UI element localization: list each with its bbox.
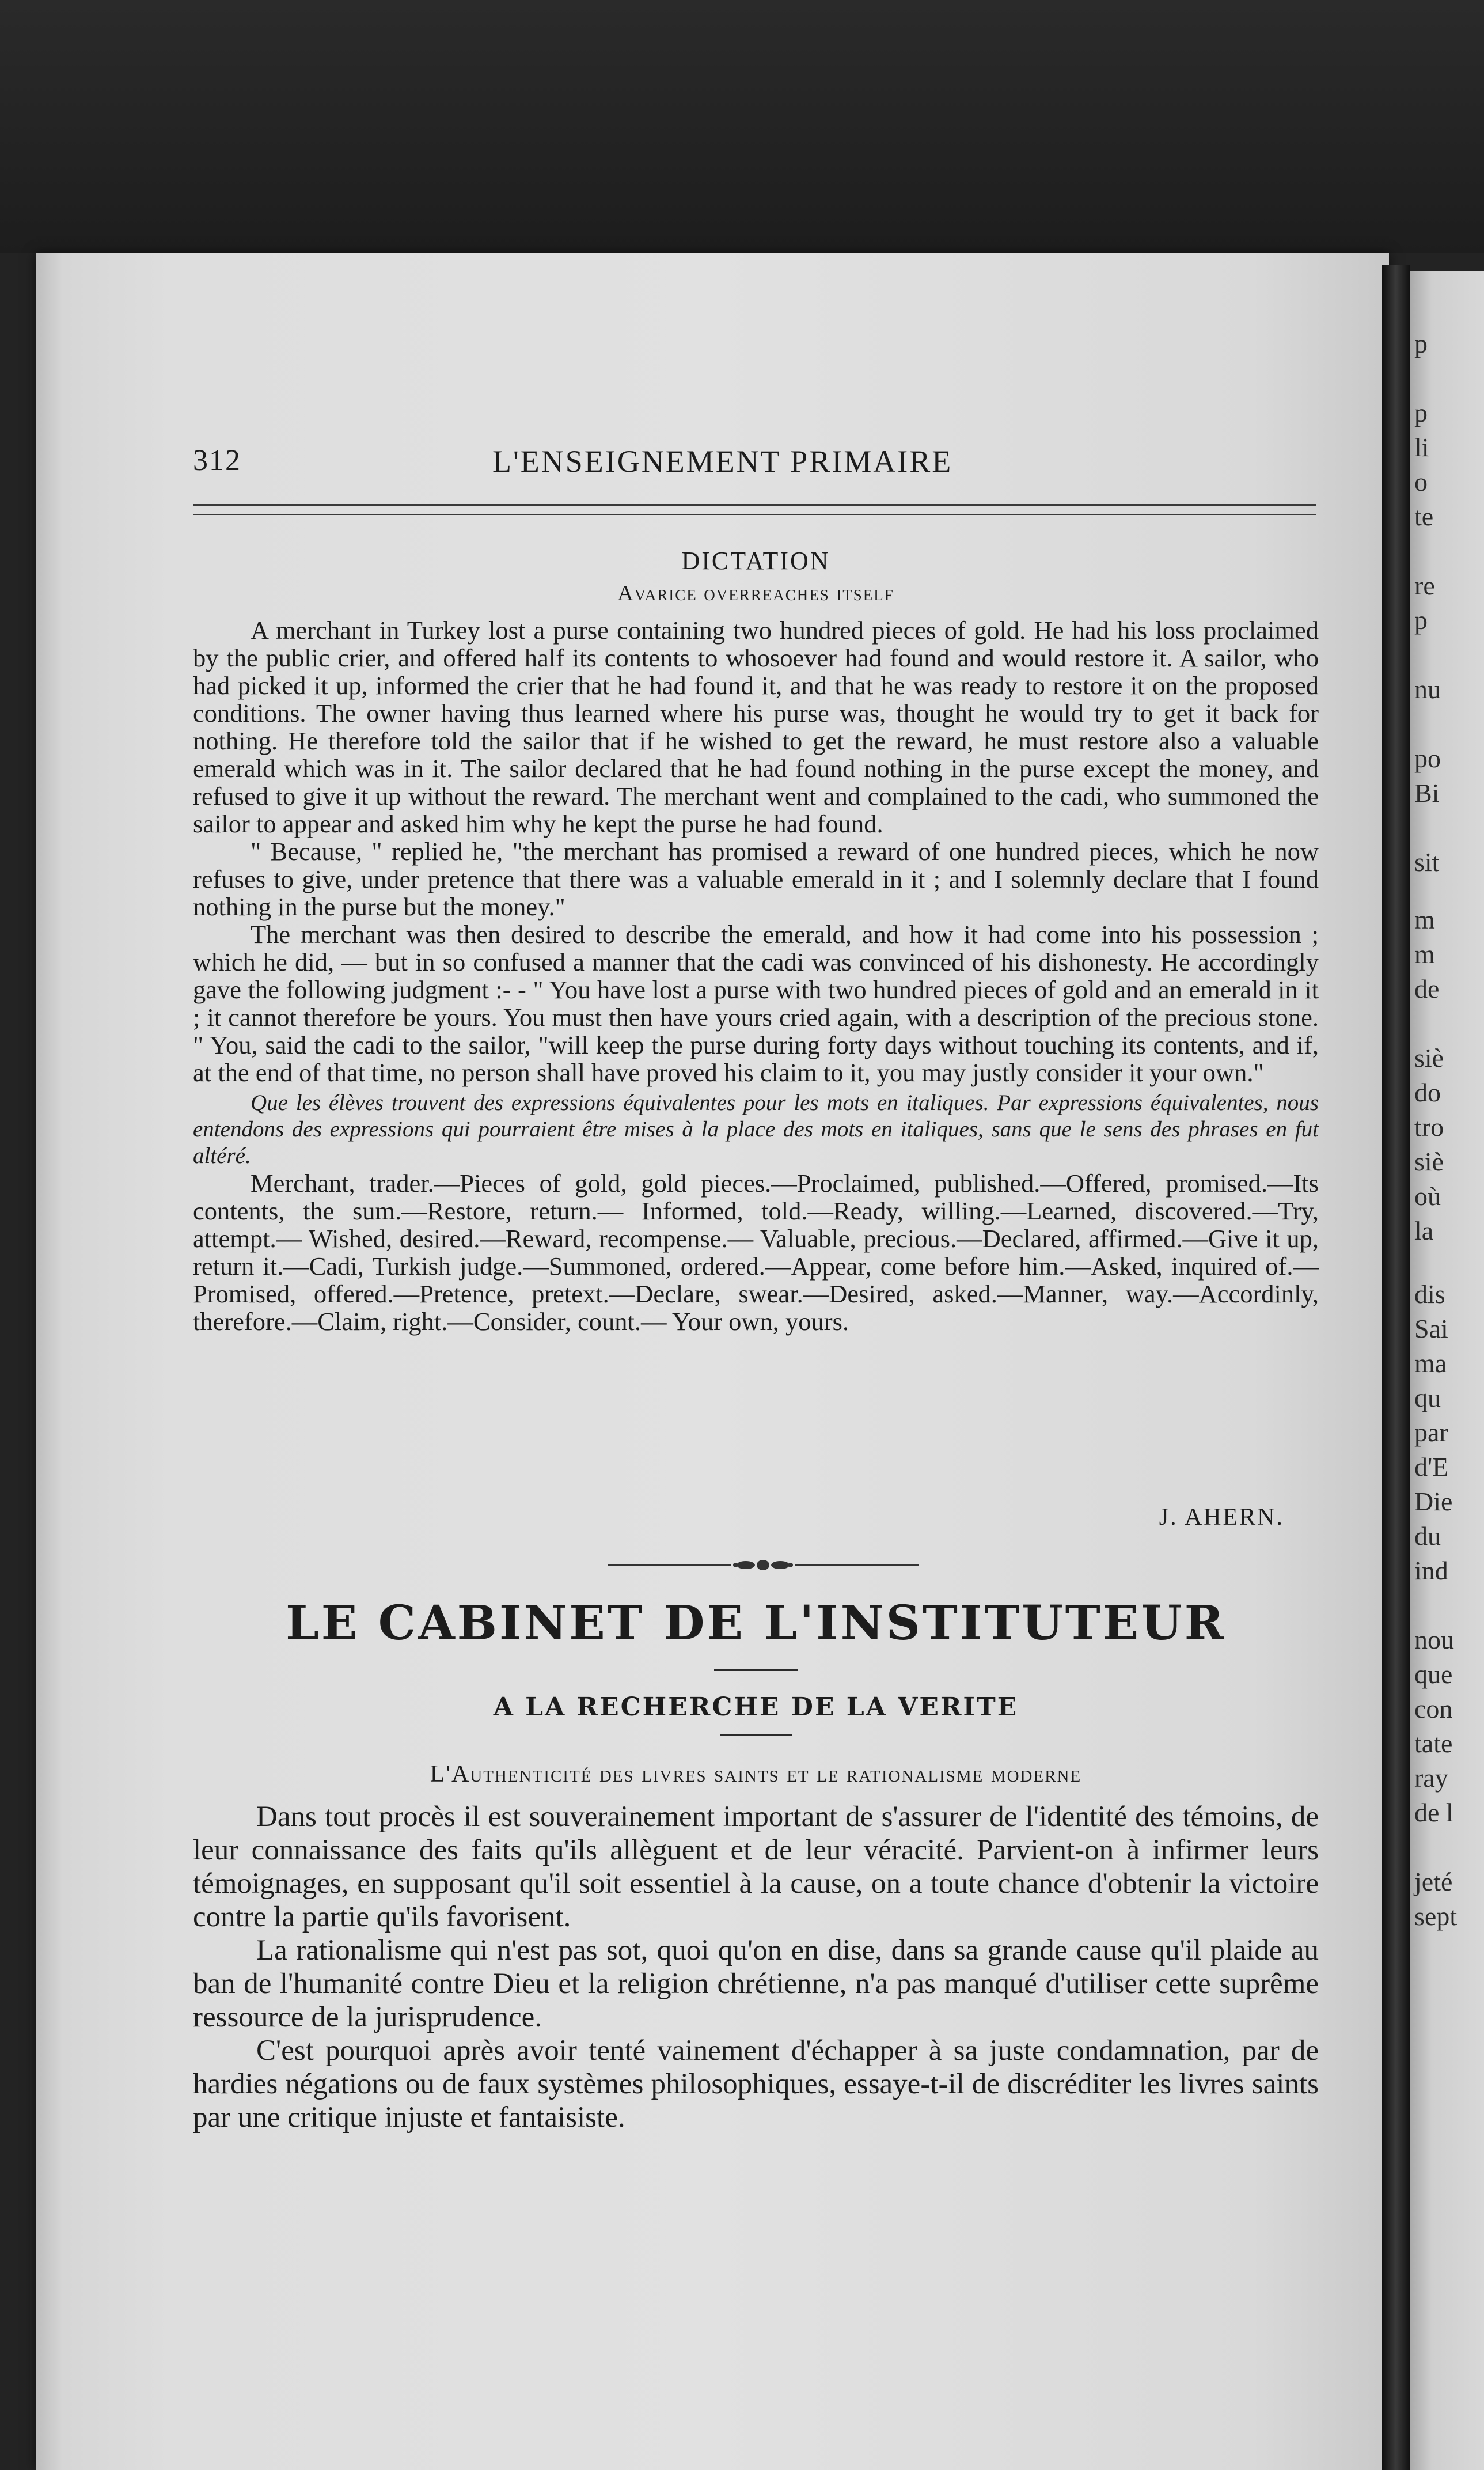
right-page-cropped: [1410, 271, 1484, 2470]
right-page-fragment: do: [1414, 1078, 1441, 1107]
right-page-fragment: o: [1414, 467, 1428, 497]
dictation-text: [193, 616, 1319, 1335]
author-signature: J. AHERN.: [1159, 1504, 1284, 1531]
right-page-fragment: re: [1414, 571, 1435, 600]
article-text: [193, 1800, 1319, 2134]
right-page-fragment: tro: [1414, 1112, 1444, 1142]
right-page-fragment: d'E: [1414, 1452, 1449, 1482]
dictation-title: DICTATION: [681, 547, 830, 575]
right-page-fragment: que: [1414, 1660, 1453, 1689]
dictation-paragraph-2: " Because, " replied he, "the merchant has promised a reward of one hundred pieces, which he now refuses to give, under pretence that there was a valuable emerald in it ; and I solemnly declare that I found nothing in the purse but the money.": [193, 837, 1319, 921]
right-page-fragment: de l: [1414, 1798, 1453, 1827]
right-page-fragment: nou: [1414, 1625, 1454, 1654]
book-gutter: [1382, 265, 1410, 2470]
page-header: [193, 415, 1319, 478]
right-page-fragment: p: [1414, 398, 1428, 427]
page-content: [193, 415, 1319, 2134]
right-page-fragment: te: [1414, 502, 1434, 531]
dictation-paragraph-1: A merchant in Turkey lost a purse containing two hundred pieces of gold. He had his loss proclaimed by the public crier, and offered half its contents to whosoever had found and would restore it. A sailor, who had picked it up, informed the crier that he had found it, and that he was ready to restore it on the proposed conditions. The owner having thus learned where his purse was, thought he would try to get it back for nothing. He therefore told the sailor that if he wished to get the reward, he must restore also a valuable emerald which was in it. The sailor declared that he had found nothing in the purse except the money, and refused to give it up without the reward. The merchant went and complained to the cadi, who summoned the sailor to appear and asked him why he kept the purse he had found.: [193, 616, 1319, 838]
vocabulary-glossary: Merchant, trader.—Pieces of gold, gold pieces.—Proclaimed, published.—Offered, promised.—Its contents, the sum.—Restore, return.— Informed, told.—Ready, willing.—Learned, discovered.—Try, attempt.— Wished, desired.—Reward, recompense.— Valuable, precious.—Declared, affirmed.—Give it up, return it.—Cadi, Turkish judge.—Summoned, ordered.—Appear, come before him.—Asked, inquired of.—Promised, offered.—Pretence, pretext.—Declare, swear.—Desired, asked.—Manner, way.—Accordinly, therefore.—Claim, right.—Consider, count.— Your own, yours.: [193, 1169, 1319, 1336]
right-page-fragment: sept: [1414, 1901, 1458, 1931]
right-page-fragment: li: [1414, 433, 1429, 462]
header-double-rule: [193, 504, 1316, 515]
right-page-fragment: con: [1414, 1694, 1453, 1723]
right-page-fragment: Die: [1414, 1487, 1453, 1516]
section-sub-title: A LA RECHERCHE DE LA VERITE: [493, 1692, 1019, 1722]
right-page-fragment: du: [1414, 1521, 1441, 1551]
right-page-fragment: ray: [1414, 1763, 1448, 1793]
right-page-fragment: siè: [1414, 1147, 1444, 1176]
ornament-divider: [608, 1558, 919, 1572]
right-page-fragment: sit: [1414, 847, 1440, 877]
right-page-fragment: par: [1414, 1418, 1448, 1447]
right-page-fragment: de: [1414, 974, 1440, 1003]
right-page-fragment: m: [1414, 905, 1435, 934]
right-page-fragment: ma: [1414, 1348, 1447, 1378]
right-page-fragment: qu: [1414, 1383, 1441, 1412]
right-page-fragment: dis: [1414, 1279, 1445, 1309]
right-page-fragment: siè: [1414, 1043, 1444, 1073]
right-page-fragment: m: [1414, 939, 1435, 969]
running-title: L'ENSEIGNEMENT PRIMAIRE: [492, 444, 953, 479]
scanner-background: [0, 0, 1484, 253]
right-page-fragment: tate: [1414, 1729, 1453, 1758]
article-paragraph-1: Dans tout procès il est souverainement important de s'assurer de l'identité des témoins, de leur connaissance des faits qu'ils allèguent et de leur véracité. Parvient-on à infirmer leurs témoignages, en supposant qu'il soit essentiel à la cause, on a toute chance d'obtenir la victoire contre la partie qu'ils favorisent.: [193, 1801, 1319, 1933]
right-page-fragment: Bi: [1414, 778, 1440, 808]
right-page-fragment: où: [1414, 1181, 1441, 1211]
right-page-fragment: la: [1414, 1216, 1434, 1245]
article-paragraph-2: La rationalisme qui n'est pas sot, quoi qu'on en dise, dans sa grande cause qu'il plaide au ban de l'humanité contre Dieu et la religion chrétienne, n'a pas manqué d'utiliser cette suprême ressource de la jurisprudence.: [193, 1934, 1319, 2033]
right-page-fragment: jeté: [1414, 1867, 1453, 1896]
title-rule-1: [714, 1669, 798, 1671]
section-main-title: LE CABINET DE L'INSTITUTEUR: [286, 1596, 1226, 1651]
article-paragraph-3: C'est pourquoi après avoir tenté vainement d'échapper à sa juste condamnation, par de hardies négations ou de faux systèmes philosophiques, essaye-t-il de discréditer les livres saints par une critique injuste et fantaisiste.: [193, 2035, 1319, 2134]
title-rule-2: [720, 1734, 792, 1736]
right-page-fragment: nu: [1414, 675, 1441, 704]
right-page-fragment: p: [1414, 605, 1428, 635]
right-page-fragment: Sai: [1414, 1314, 1448, 1343]
right-page-fragment: p: [1414, 329, 1428, 358]
dictation-paragraph-3: The merchant was then desired to describe the emerald, and how it had come into his possession ; which he did, — but in so confused a manner that the cadi was convinced of his dishonesty. He accordingly gave the following judgment :- - " You have lost a purse with two hundred pieces of gold and an emerald in it ; it cannot therefore be yours. You must then have yours cried again, with a description of the precious stone. " You, said the cadi to the sailor, "will keep the purse during forty days without touching its contents, and if, at the end of that time, no person shall have proved his claim to it, you may justly consider it your own.": [193, 920, 1319, 1087]
right-page-fragment: ind: [1414, 1556, 1448, 1585]
article-title: L'Authenticité des livres saints et le rationalisme moderne: [430, 1761, 1082, 1787]
dictation-subtitle: Avarice overreaches itself: [617, 581, 894, 605]
page-number: 312: [193, 444, 241, 477]
right-page-fragment: po: [1414, 744, 1441, 773]
french-instruction: Que les élèves trouvent des expressions équivalentes pour les mots en italiques. Par expressions équivalentes, nous entendons des expressions qui pourraient être mises à la place des mots en italiques, sans que le sens des phrases en fut altéré.: [193, 1090, 1319, 1168]
